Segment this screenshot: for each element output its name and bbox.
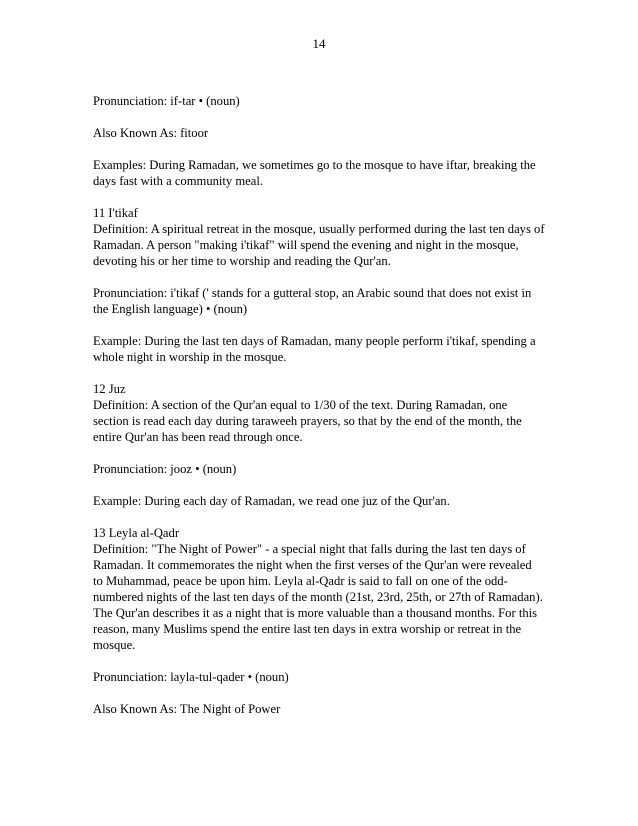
paragraph-iftar-aka bbox=[93, 125, 553, 141]
text-line: The Qur'an describes it as a night that is more valuable than a thousand months. For this bbox=[93, 606, 538, 620]
page-number: 14 bbox=[312, 36, 326, 51]
paragraph-iftar-examples bbox=[93, 157, 553, 189]
text-line: Definition: "The Night of Power" - a special night that falls during the last ten days of bbox=[93, 542, 526, 556]
paragraph-juz-pronunciation bbox=[93, 461, 553, 477]
text-line: mosque. bbox=[93, 638, 136, 652]
paragraph-leyla-al-qadr-aka bbox=[93, 701, 553, 717]
paragraph-iftar-pronunciation bbox=[93, 93, 553, 109]
text-line: days fast with a community meal. bbox=[93, 174, 263, 188]
text-line: Also Known As: fitoor bbox=[93, 126, 209, 140]
text-line: reason, many Muslims spend the entire last ten days in extra worship or retreat in the bbox=[93, 622, 522, 636]
text-line: the English language) • (noun) bbox=[93, 302, 248, 316]
text-line: section is read each day during taraweeh prayers, so that by the end of the month, the bbox=[93, 414, 522, 428]
text-line: Definition: A spiritual retreat in the mosque, usually performed during the last ten days of bbox=[93, 222, 545, 236]
text-line: Ramadan. It commemorates the night when the first verses of the Qur'an were revealed bbox=[93, 558, 532, 572]
paragraph-leyla-al-qadr-definition bbox=[93, 525, 553, 653]
text-line: Also Known As: The Night of Power bbox=[93, 702, 281, 716]
paragraph-itikaf-pronunciation bbox=[93, 285, 553, 317]
paragraph-itikaf-example bbox=[93, 333, 553, 365]
text-line: Example: During the last ten days of Ramadan, many people perform i'tikaf, spending a bbox=[93, 334, 536, 348]
text-line: to Muhammad, peace be upon him. Leyla al-Qadr is said to fall on one of the odd- bbox=[93, 574, 508, 588]
paragraph-leyla-al-qadr-pronunciation bbox=[93, 669, 553, 685]
entry-heading: 13 Leyla al-Qadr bbox=[93, 526, 180, 540]
text-line: Example: During each day of Ramadan, we read one juz of the Qur'an. bbox=[93, 494, 450, 508]
paragraph-juz-example bbox=[93, 493, 553, 509]
paragraph-juz-definition bbox=[93, 381, 553, 445]
entry-heading: 11 I'tikaf bbox=[93, 206, 138, 220]
text-line: numbered nights of the last ten days of the month (21st, 23rd, 25th, or 27th of Ramadan). bbox=[93, 590, 543, 604]
document-body bbox=[93, 93, 553, 733]
text-line: whole night in worship in the mosque. bbox=[93, 350, 287, 364]
text-line: Ramadan. A person "making i'tikaf" will spend the evening and night in the mosque, bbox=[93, 238, 519, 252]
paragraph-itikaf-definition bbox=[93, 205, 553, 269]
text-line: Examples: During Ramadan, we sometimes go to the mosque to have iftar, breaking the bbox=[93, 158, 536, 172]
text-line: Pronunciation: if-tar • (noun) bbox=[93, 94, 240, 108]
text-line: Definition: A section of the Qur'an equal to 1/30 of the text. During Ramadan, one bbox=[93, 398, 508, 412]
text-line: Pronunciation: jooz • (noun) bbox=[93, 462, 237, 476]
text-line: Pronunciation: layla-tul-qader • (noun) bbox=[93, 670, 289, 684]
entry-heading: 12 Juz bbox=[93, 382, 126, 396]
text-line: Pronunciation: i'tikaf (' stands for a gutteral stop, an Arabic sound that does not exist in bbox=[93, 286, 532, 300]
text-line: entire Qur'an has been read through once. bbox=[93, 430, 303, 444]
text-line: devoting his or her time to worship and reading the Qur'an. bbox=[93, 254, 391, 268]
